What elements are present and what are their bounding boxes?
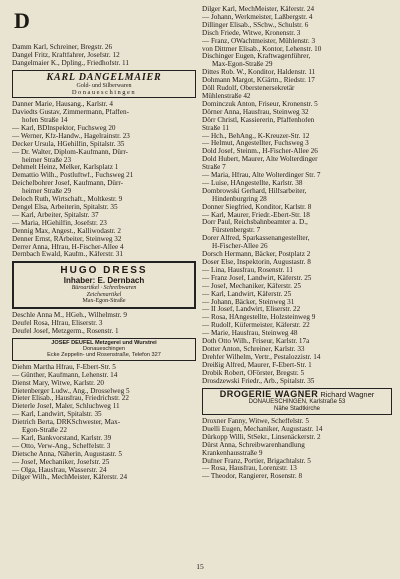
ad-subtitle: Gold- und Silberwaren (76, 82, 132, 89)
directory-entry: Daviedts Gustav, Zimmermann, Pfaffen- (12, 109, 129, 117)
directory-entry: — Maria, Hfrau, Alte Wolterdinger Str. 7 (202, 172, 321, 180)
directory-entry: Danner Marie, Hausang., Karlstr. 4 (12, 101, 113, 109)
directory-entry: Doth Otto Wilh., Friseur, Karlstr. 17a (202, 338, 310, 346)
directory-entry: Deloch Ruth, Wirtschaft., Moltkestr. 9 (12, 196, 123, 204)
directory-entry: Döll Rudolf, Oberstenersekretär (202, 85, 295, 93)
directory-entry: — Maria, HGehilfin, Josefstr. 23 (12, 219, 107, 227)
directory-entry: Krankenhausstraße 9 (202, 449, 263, 457)
directory-entry: — Josef, Mechaniker, Josefstr. 25 (12, 458, 110, 466)
directory-entry: Fürstenbergstr. 7 (212, 227, 261, 235)
directory-entry: Straße 7 (202, 164, 226, 172)
directory-entry: Dangelmaier K., Dpling., Friedhofstr. 11 (12, 59, 129, 67)
directory-entry: — Karl, Maurer, Friedr.-Ebert-Str. 18 (202, 211, 310, 219)
directory-entry: Decker Ursula, HGehilfin, Spitalstr. 35 (12, 140, 125, 148)
directory-entry: Disch Friede, Witwe, Kronenstr. 3 (202, 29, 301, 37)
directory-entry: Egon-Straße 22 (22, 427, 67, 435)
directory-entry: Deufel Rosa, Hfrau, Eliserstr. 3 (12, 319, 103, 327)
ad-address: Ecke Zeppelin- und Rosenstraße, Telefon 327 (47, 352, 161, 359)
entry-list (202, 418, 392, 481)
directory-entry: — Josef, Mechaniker, Käferstr. 25 (202, 282, 301, 290)
directory-entry: Dietenberger Ludw., Ang., Drosselweg 5 (12, 387, 130, 395)
directory-entry: Duelli Eugen, Mechaniker, Augustastr. 14 (202, 425, 323, 433)
ad-line: Zeichenartikel (86, 291, 122, 298)
directory-entry: Dreißig Alfred, Maurer, F-Ebert-Str. 1 (202, 361, 312, 369)
entry-list (202, 6, 392, 386)
directory-entry: Dohmann Margot, KGärtn., Riedstr. 17 (202, 77, 315, 85)
directory-entry: Dotter Anton, Schreiner, Karlstr. 33 (202, 345, 305, 353)
directory-entry: — Karl, Landwirt, Spitalstr. 35 (12, 411, 102, 419)
entry-list (12, 101, 196, 259)
directory-entry: — Werner, Kfz-Handw., Hagelrainstr. 23 (12, 132, 130, 140)
directory-entry: — Rosa, HAngestellte, Holzsteinweg 9 (202, 314, 316, 322)
directory-entry: heimer Straße 23 (22, 156, 72, 164)
directory-entry: Dominczuk Anton, Friseur, Kronenstr. 5 (202, 100, 318, 108)
directory-entry: — Lina, Hausfrau, Rosenstr. 11 (202, 266, 293, 274)
directory-entry: von Dittmer Elisab., Kontor, Lehenstr. 10 (202, 45, 322, 53)
directory-entry: — Rudolf, Küfermeister, Käferstr. 22 (202, 322, 310, 330)
directory-entry: Dörner Anna, Hausfrau, Steinweg 32 (202, 108, 309, 116)
directory-entry: Max-Egon-Straße 29 (212, 61, 273, 69)
ad-title: HUGO DRESS (60, 265, 148, 277)
directory-entry: Dold Josef, Steinm., H-Fischer-Allee 26 (202, 148, 318, 156)
directory-entry: Diehm Martha Hfrau, F-Ebert-Str. 5 (12, 363, 116, 371)
section-header (14, 8, 31, 34)
ad-note: Nähe Stadtkirche (273, 406, 321, 412)
ad-address: DONAUESCHINGEN, Karlstraße 53 (248, 399, 346, 405)
directory-entry: Dernbach Ewald, Kaufm., Käferstr. 31 (12, 251, 123, 259)
directory-entry: — Karl, BDlnspektor, Fuchsweg 20 (12, 124, 116, 132)
directory-entry: Straße 11 (202, 124, 230, 132)
directory-entry: Drehfer Wilhelm, Vertr., Pestalozzistr. 14 (202, 353, 321, 361)
ad-deufel (12, 338, 196, 361)
directory-entry: — Karl, Landwirt, Käferstr. 25 (202, 290, 292, 298)
directory-entry: Dürkopp Willi, StSekr., Linsenäckerstr. 2 (202, 433, 321, 441)
directory-entry: — Franz Josef, Landwirt, Käferstr. 25 (202, 274, 312, 282)
directory-entry: Dorr Paul, Reichsbahnbeamter a. D., (202, 219, 308, 227)
directory-entry: Demattio Wilh., Postluftwf., Fuchsweg 21 (12, 172, 134, 180)
section-letter: D (14, 8, 31, 33)
directory-entry: Doser Else, Inspektorin, Augustastr. 8 (202, 259, 311, 266)
ad-hugo-dress (12, 261, 196, 309)
ad-title: KARL DANGELMAIER (46, 71, 162, 83)
directory-entry: — Olga, Hausfrau, Wasserstr. 24 (12, 466, 107, 474)
directory-entry: Dold Hubert, Maurer, Alte Wolterdinger (202, 156, 318, 164)
directory-entry: Dieter Elisab., Hausfrau, Friedrichstr. 22 (12, 395, 129, 403)
directory-entry: Deichelbohrer Josef, Kaufmann, Dürr- (12, 180, 124, 188)
directory-entry: Drobik Robert, OFörster, Bregstr. 5 (202, 369, 305, 377)
left-column (12, 44, 196, 482)
directory-entry: Dombrowski Gerhard, Hilfsarbeiter, (202, 187, 307, 195)
right-column (202, 6, 392, 481)
directory-entry: Hindenburgring 28 (212, 195, 267, 203)
entry-list (12, 312, 196, 336)
directory-entry: Dieterle Josef, Maler, Schluchweg 11 (12, 403, 120, 411)
directory-entry: Dietrich Berta, DRKSchwester, Max- (12, 419, 121, 427)
ad-title-bold: DROGERIE WAGNER (219, 388, 319, 399)
directory-entry: Dörr Christl, Kassiererin, Pfaffenhofen (202, 116, 315, 124)
directory-entry: — Hch., BehAng., K-Kreuzer-Str. 12 (202, 132, 310, 140)
directory-entry: Dangel Fritz, Kraftfahrer, Josefstr. 12 (12, 51, 120, 59)
ad-title: JOSEF DEUFEL Metzgerei und Wurstrei (51, 339, 157, 346)
ad-location: Donaueschingen (71, 89, 137, 97)
directory-entry: Dischinger Eugen, Kraftwagenführer, (202, 53, 311, 61)
directory-entry: Dietsche Anna, Näherin, Augustastr. 5 (12, 450, 122, 458)
directory-entry: Dillinger Elisab., SSchw., Schulstr. 6 (202, 21, 309, 29)
directory-entry: Dilger Karl, MechMeister, Käferstr. 24 (202, 6, 315, 13)
directory-entry: Dehmelt Heinz, Melker, Karlsplatz 1 (12, 164, 119, 172)
directory-entry: — Marie, Hausfrau, Steinweg 48 (202, 330, 298, 338)
ad-title-owner: Richard Wagner (320, 389, 375, 399)
directory-entry: Dorer Alfred, Sparkassenangestellter, (202, 235, 310, 243)
directory-entry: Dienst Mary, Witwe, Karlstr. 20 (12, 379, 104, 387)
directory-entry: Drosdzewski Friedr., Arb., Spitalstr. 35 (202, 377, 315, 385)
directory-entry: Dengel Elsa, Arbeiterin, Spitalstr. 35 (12, 204, 118, 211)
entry-list (12, 44, 196, 68)
directory-entry: Deschle Anna M., HGeh., Wilhelmstr. 9 (12, 311, 127, 319)
ad-line: Büroartikel · Schreibwaren (71, 285, 137, 292)
ad-owner: Inhaber: E. Dernbach (63, 276, 145, 286)
directory-entry: Dorsch Hermann, Bäcker, Postplatz 2 (202, 251, 311, 259)
directory-entry: — Johann, Bäcker, Steinweg 31 (202, 298, 295, 306)
directory-entry: — Rosa, Hausfrau, Lorenzstr. 13 (202, 465, 297, 473)
page-number: 15 (196, 562, 204, 571)
directory-entry: Dilger Wilh., MechMeister, Käferstr. 24 (12, 474, 128, 482)
directory-entry: — Günther, Kaufmann, Lehenstr. 14 (12, 371, 118, 379)
directory-entry: Donner Siegfried, Konditor, Karlstr. 8 (202, 203, 312, 211)
directory-entry: — Luise, HAngestellte, Karlstr. 38 (202, 179, 303, 187)
ad-address: Max-Egon-Straße (82, 298, 126, 305)
directory-entry: Dittes Rob. W., Konditor, Haldenstr. 11 (202, 69, 316, 77)
directory-entry: — II Josef, Landwirt, Eliserstr. 22 (202, 306, 301, 314)
directory-entry: — Johann, Werkmeister, Laßbergstr. 4 (202, 13, 313, 21)
directory-entry: hofen Straße 14 (22, 117, 68, 125)
directory-entry: — Karl, Arbeiter, Spitalstr. 37 (12, 211, 99, 219)
directory-entry: Dennig Max, Angest., Kalliwodastr. 2 (12, 227, 121, 235)
ad-title (205, 390, 389, 400)
ad-dangelmaier (12, 70, 196, 99)
ad-location: Donaueschingen (83, 345, 125, 352)
directory-entry: — Theodor, Rangierer, Rosenstr. 8 (202, 473, 303, 481)
directory-entry: H-Fischer-Allee 26 (212, 243, 268, 251)
directory-entry: — Dr. Walter, Diplom-Kaufmann, Dürr- (12, 148, 129, 156)
directory-entry: Droxner Fanny, Witwe, Scheffelstr. 5 (202, 418, 309, 425)
directory-entry: — Franz, OWachtmeister, Mühlenstr. 3 (202, 37, 316, 45)
directory-entry: Dürst Anna, Schreibwarenhandlung (202, 441, 305, 449)
directory-entry: Damm Karl, Schreiner, Bregstr. 26 (12, 44, 113, 51)
directory-entry: heimer Straße 29 (22, 188, 72, 196)
directory-entry: Dufner Franz, Portier, Brigachtalstr. 5 (202, 457, 311, 465)
ad-drogerie-wagner (202, 388, 392, 416)
directory-entry: — Karl, Bankvorstand, Karlstr. 39 (12, 434, 112, 442)
directory-entry: Derrer Anna, Hfrau, H-Fischer-Allee 4 (12, 243, 124, 251)
directory-entry: Denner Ernst, RArbeiter, Steinweg 32 (12, 235, 122, 243)
directory-entry: Deufel Josef, Metzgerm., Rosenstr. 1 (12, 327, 119, 335)
directory-entry: Mühlenstraße 42 (202, 92, 251, 100)
entry-list (12, 364, 196, 483)
directory-entry: — Otto, Verw-Ang., Scheffelstr. 3 (12, 442, 111, 450)
directory-entry: — Helmut, Angestellter, Fuchsweg 3 (202, 140, 309, 148)
